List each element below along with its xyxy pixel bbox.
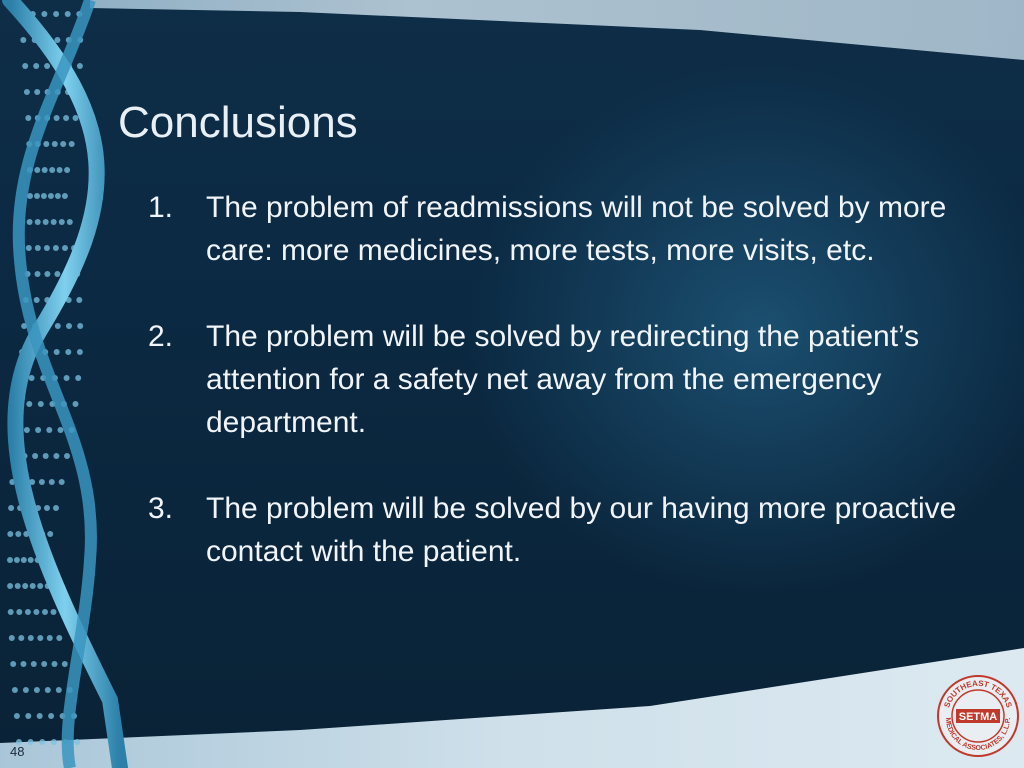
dna-rung-dot xyxy=(34,297,40,303)
dna-rung-dot xyxy=(76,297,82,303)
dna-rung-dot xyxy=(77,349,83,355)
dna-rung-dot xyxy=(44,245,50,251)
dna-rung-dot xyxy=(58,427,64,433)
dna-rung-dot xyxy=(43,453,49,459)
svg-text:SETMA: SETMA xyxy=(958,711,998,723)
list-item-number: 3. xyxy=(148,492,174,525)
dna-rung-dot xyxy=(56,635,62,641)
dna-rung-dot xyxy=(44,63,50,69)
top-accent-strip xyxy=(0,0,1024,90)
dna-rung-dot xyxy=(34,167,40,173)
dna-rung-dot xyxy=(55,193,61,199)
dna-rung-dot xyxy=(46,427,52,433)
conclusions-list xyxy=(148,186,988,616)
dna-rung-dot xyxy=(51,609,57,615)
dna-rung-dot xyxy=(65,11,71,17)
dna-rung-dot xyxy=(33,609,39,615)
dna-rung-dot xyxy=(10,661,16,667)
dna-rung-dot xyxy=(12,687,18,693)
dna-rung-dot xyxy=(77,323,83,329)
dna-rung-dot xyxy=(52,661,58,667)
list-item-text: The problem will be solved by our having more proactive contact with the patient. xyxy=(206,492,957,568)
dna-rung-dot xyxy=(60,141,66,147)
page-number: 48 xyxy=(10,744,25,759)
dna-rung-dot xyxy=(21,557,27,563)
dna-rung-dot xyxy=(41,11,47,17)
dna-helix-decoration xyxy=(0,0,130,768)
dna-rung-dot xyxy=(35,427,41,433)
dna-rung-dot xyxy=(37,635,43,641)
dna-rung-dot xyxy=(7,531,13,537)
dna-rung-dot xyxy=(26,401,32,407)
dna-rung-dot xyxy=(34,193,40,199)
dna-rung-dot xyxy=(39,479,45,485)
dna-rung-dot xyxy=(25,115,31,121)
list-item-text: The problem of readmissions will not be solved by more care: more medicines, more tests, more visits, etc. xyxy=(206,191,947,267)
dna-rung-dot xyxy=(49,479,55,485)
dna-rung-dot xyxy=(43,141,49,147)
dna-rung-dot xyxy=(28,635,34,641)
dna-rung-dot xyxy=(7,583,13,589)
dna-rung-dot xyxy=(62,193,68,199)
dna-rung-dot xyxy=(45,687,51,693)
dna-rung-dot xyxy=(41,661,47,667)
dna-rung-dot xyxy=(23,687,29,693)
dna-rung-dot xyxy=(35,219,41,225)
dna-rung-dot xyxy=(53,505,59,511)
dna-rung-dot xyxy=(51,739,57,745)
dna-rung-dot xyxy=(43,219,49,225)
bottom-accent-strip xyxy=(0,648,1024,768)
dna-rung-dot xyxy=(20,37,26,43)
dna-rung-dot xyxy=(22,583,28,589)
dna-rung-dot xyxy=(63,115,69,121)
dna-rung-dot xyxy=(49,167,55,173)
dna-rung-dot xyxy=(34,89,40,95)
dna-rung-dot xyxy=(41,193,47,199)
dna-rung-dot xyxy=(8,505,14,511)
dna-rung-dot xyxy=(59,219,65,225)
dna-rung-dot xyxy=(15,583,21,589)
dna-rung-dot xyxy=(62,661,68,667)
dna-rung-dot xyxy=(38,401,44,407)
svg-text:SOUTHEAST TEXAS: SOUTHEAST TEXAS xyxy=(942,678,1014,709)
dna-rung-dot xyxy=(54,115,60,121)
setma-logo xyxy=(936,674,1020,758)
dna-rung-dot xyxy=(28,739,34,745)
dna-rung-dot xyxy=(14,713,20,719)
dna-rung-dot xyxy=(64,453,70,459)
list-item xyxy=(148,315,988,444)
dna-rung-dot xyxy=(62,245,68,251)
dna-rung-dot xyxy=(54,37,60,43)
dna-rung-dot xyxy=(64,375,70,381)
dna-rung-dot xyxy=(35,245,41,251)
dna-rung-dot xyxy=(28,557,34,563)
dna-rung-dot xyxy=(54,349,60,355)
dna-rung-dot xyxy=(64,167,70,173)
dna-rung-dot xyxy=(35,271,41,277)
dna-rung-dot xyxy=(44,271,50,277)
dna-rung-dot xyxy=(32,453,38,459)
dna-rung-dot xyxy=(44,505,50,511)
dna-strand-front xyxy=(10,0,120,768)
dna-rung-dot xyxy=(54,271,60,277)
dna-rung-dot xyxy=(14,557,20,563)
dna-rung-dot xyxy=(25,609,31,615)
dna-rung-dot xyxy=(8,609,14,615)
dna-rung-dot xyxy=(75,375,81,381)
dna-rung-dot xyxy=(37,583,43,589)
dna-rung-dot xyxy=(21,661,27,667)
dna-rung-dot xyxy=(66,323,72,329)
list-item xyxy=(148,487,988,573)
dna-rung-dot xyxy=(47,635,53,641)
dna-rung-dot xyxy=(18,635,24,641)
slide-title: Conclusions xyxy=(118,98,358,147)
dna-rung-dot xyxy=(25,713,31,719)
dna-rung-dot xyxy=(48,713,54,719)
dna-rung-dot xyxy=(42,167,48,173)
dna-rung-dot xyxy=(77,63,83,69)
dna-rung-dot xyxy=(29,375,35,381)
dna-rung-dot xyxy=(59,479,65,485)
dna-rung-dot xyxy=(24,89,30,95)
dna-rung-dot xyxy=(74,739,80,745)
dna-rung-dot xyxy=(53,245,59,251)
dna-rung-dot xyxy=(24,427,30,433)
list-item xyxy=(148,186,988,272)
dna-rung-dot xyxy=(42,609,48,615)
dna-rung-dot xyxy=(15,531,21,537)
list-item-text: The problem will be solved by redirecting the patient’s attention for a safety net away from the emergency department. xyxy=(206,320,920,439)
dna-rung-dot xyxy=(27,219,33,225)
dna-rung-dot xyxy=(65,349,71,355)
dna-rung-dot xyxy=(33,63,39,69)
dna-rung-dot xyxy=(57,167,63,173)
dna-rung-dot xyxy=(39,739,45,745)
svg-text:MEDICAL ASSOCIATES, L.L.P.: MEDICAL ASSOCIATES, L.L.P. xyxy=(943,717,1013,753)
dna-rung-dot xyxy=(9,635,15,641)
dna-rung-dot xyxy=(48,193,54,199)
dna-rung-dot xyxy=(55,323,61,329)
dna-rung-dot xyxy=(69,141,75,147)
dna-rung-dot xyxy=(73,115,79,121)
dna-rung-dot xyxy=(73,401,79,407)
list-item-number: 2. xyxy=(148,320,174,353)
dna-rung-dot xyxy=(22,63,28,69)
dna-rung-dot xyxy=(51,219,57,225)
dna-rung-dot xyxy=(30,583,36,589)
dna-rung-dot xyxy=(26,245,32,251)
dna-rung-dot xyxy=(37,713,43,719)
dna-rung-dot xyxy=(67,219,73,225)
dna-rung-dot xyxy=(53,453,59,459)
dna-rung-dot xyxy=(56,687,62,693)
dna-rung-dot xyxy=(34,687,40,693)
dna-rung-dot xyxy=(52,141,58,147)
dna-rung-dot xyxy=(16,609,22,615)
dna-rung-dot xyxy=(31,661,37,667)
list-item-number: 1. xyxy=(148,191,174,224)
dna-rung-dot xyxy=(53,11,59,17)
dna-rung-dot xyxy=(7,557,13,563)
dna-rung-dot xyxy=(47,531,53,537)
